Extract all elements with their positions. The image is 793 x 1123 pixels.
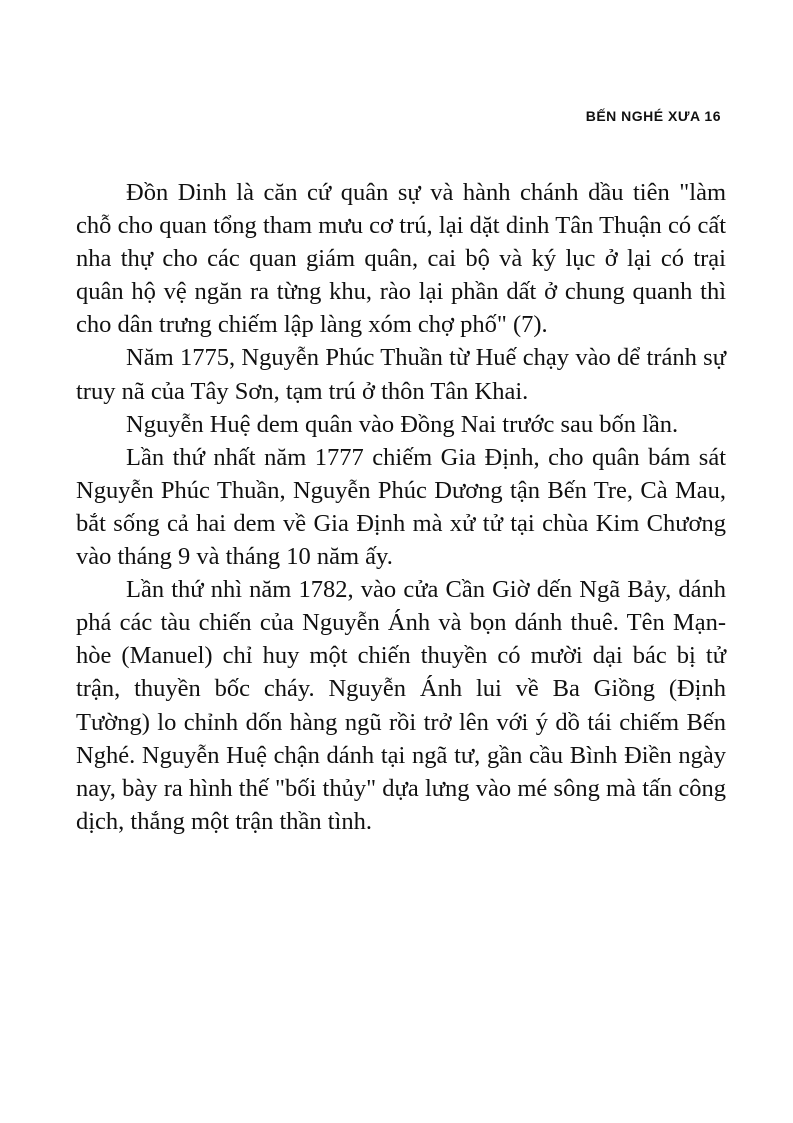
running-header: BẾN NGHÉ XƯA 16 (585, 108, 721, 124)
paragraph: Đồn Dinh là căn cứ quân sự và hành chánh dầu tiên "làm chỗ cho quan tổng tham mưu cơ trú, lại dặt dinh Tân Thuận có cất nha thự cho các quan giám quân, cai bộ và ký lục ở lại có trại quân hộ vệ ngăn ra từng khu, rào lại phần dất ở chung quanh thì cho dân trưng chiếm lập làng xóm chợ phố" (7). (76, 179, 726, 339)
paragraph: Năm 1775, Nguyễn Phúc Thuần từ Huế chạy vào dể tránh sự truy nã của Tây Sơn, tạm trú ở thôn Tân Khai. (76, 344, 726, 405)
paragraph: Nguyễn Huệ dem quân vào Đồng Nai trước sau bốn lần. (126, 410, 679, 438)
body-text (76, 176, 726, 838)
paragraph: Lần thứ nhì năm 1782, vào cửa Cần Giờ dến Ngã Bảy, dánh phá các tàu chiến của Nguyễn Ánh và bọn dánh thuê. Tên Mạn-hòe (Manuel) chỉ huy một chiến thuyền có mười dại bác bị tử trận, thuyền bốc cháy. Nguyễn Ánh lui về Ba Giồng (Định Tường) lo chỉnh dốn hàng ngũ rồi trở lên với ý dồ tái chiếm Bến Nghé. Nguyễn Huệ chận dánh tại ngã tư, gần cầu Bình Điền ngày nay, bày ra hình thế "bối thủy" dựa lưng vào mé sông mà tấn công dịch, thắng một trận thần tình. (76, 576, 726, 835)
paragraph: Lần thứ nhất năm 1777 chiếm Gia Định, cho quân bám sát Nguyễn Phúc Thuần, Nguyễn Phúc Dương tận Bến Tre, Cà Mau, bắt sống cả hai dem về Gia Định mà xử tử tại chùa Kim Chương vào tháng 9 và tháng 10 năm ấy. (76, 443, 726, 571)
